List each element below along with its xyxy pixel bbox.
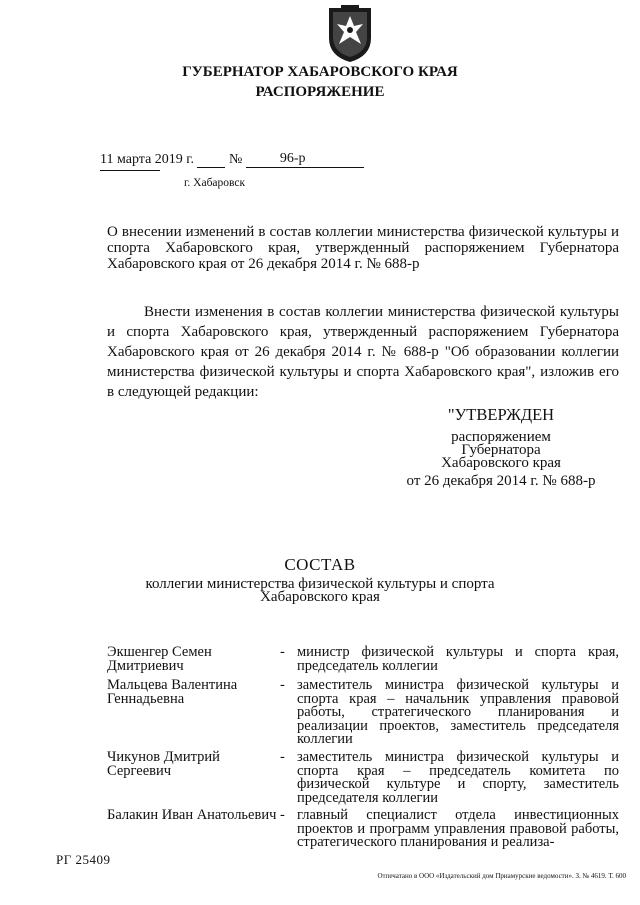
form-code: РГ 25409 [56, 852, 111, 867]
date-number-line [100, 152, 364, 168]
member-name: Чикунов Дмитрий Сергеевич [107, 749, 220, 779]
date-underline [100, 170, 160, 171]
approval-line-4: от 26 декабря 2014 г. № 688-р [406, 473, 596, 489]
member-role: главный специалист отдела инвестиционных проектов и программ управления правовой работы, стратегического планирования и реализа- [297, 807, 619, 850]
composition-title: СОСТАВ [284, 555, 356, 574]
composition-subtitle-2: Хабаровского края [260, 589, 380, 605]
member-row [107, 751, 619, 807]
approval-title: "УТВЕРЖДЕН [447, 405, 555, 424]
approval-line-1: распоряжением [451, 429, 551, 445]
member-dash: - [280, 749, 285, 765]
number-label: № [228, 152, 243, 167]
document-type-title: РАСПОРЯЖЕНИЕ [255, 84, 385, 100]
member-name: Мальцева Валентина Геннадьевна [107, 677, 238, 707]
member-role: заместитель министра физической культуры и спорта края – председатель комитета по физической культуре и спорту, заместитель председателя коллегии [297, 749, 619, 806]
document-body: Внести изменения в состав коллегии министерства физической культуры и спорта Хабаровского края, утвержденный распоряжением Губернатора Хабаровского края от 26 декабря 2014 г. № 688-р "Об образовании коллегии министерства физической культуры и спорта Хабаровского края", изложив его в следующей редакции: [107, 304, 619, 400]
city: г. Хабаровск [184, 177, 246, 189]
member-dash: - [280, 807, 285, 823]
print-note: Отпечатано в ООО «Издательский дом Приамурские ведомости». З. № 4619. Т. 600 [377, 872, 626, 880]
member-name: Балакин Иван Анатольевич [107, 807, 277, 823]
document-subject: О внесении изменений в состав коллегии министерства физической культуры и спорта Хабаровского края, утвержденный распоряжением Губернатора Хабаровского края от 26 декабря 2014 г. № 688-р [107, 224, 619, 272]
underline [197, 153, 225, 168]
member-dash: - [280, 677, 285, 693]
member-role: министр физической культуры и спорта края, председатель коллегии [297, 644, 619, 674]
member-row [107, 809, 619, 854]
member-dash: - [280, 644, 285, 660]
document-number: 96-р [279, 151, 306, 166]
coat-of-arms-emblem [323, 4, 377, 64]
member-row [107, 679, 619, 749]
member-role: заместитель министра физической культуры и спорта края – начальник управления правовой работы, стратегического планирования и реализации проектов, заместитель председателя коллегии [297, 677, 619, 747]
member-name: Экшенгер Семен Дмитриевич [107, 644, 212, 674]
member-row [107, 646, 619, 676]
number-underline [246, 153, 364, 168]
approval-line-3: Хабаровского края [441, 455, 561, 471]
composition-subtitle-1: коллегии министерства физической культуры и спорта [145, 576, 495, 592]
document-date: 11 марта 2019 г. [100, 152, 194, 167]
approval-line-2: Губернатора [461, 442, 541, 458]
issuer-title: ГУБЕРНАТОР ХАБАРОВСКОГО КРАЯ [182, 64, 458, 80]
